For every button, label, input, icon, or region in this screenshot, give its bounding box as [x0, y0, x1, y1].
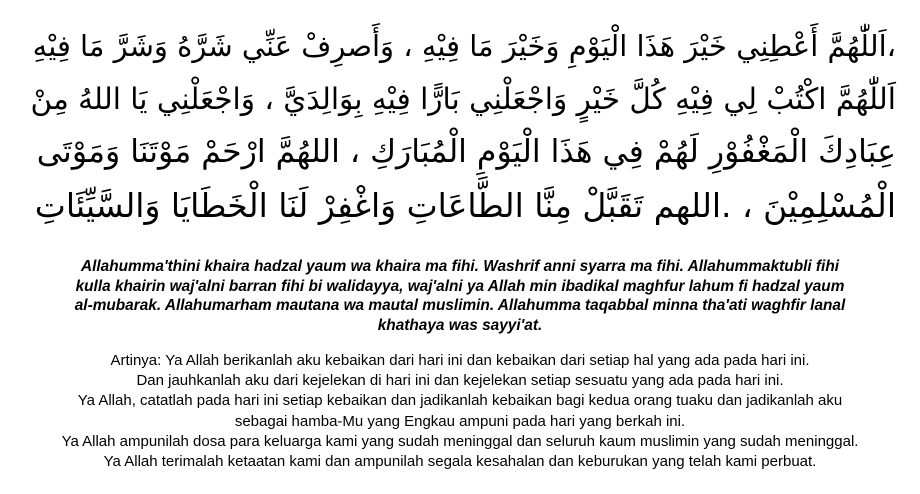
transliteration-paragraph	[14, 257, 906, 335]
translation-line-5: Ya Allah ampunilah dosa para keluarga kami yang sudah meninggal dan seluruh kaum muslimin yang sudah meninggal.	[61, 432, 859, 450]
translation-line-3: Ya Allah, catatlah pada hari ini setiap kebaikan dan jadikanlah kebaikan bagi kedua orang tuaku dan jadikanlah aku	[77, 392, 843, 410]
transliteration-line-4: khathaya was sayyi'at.	[377, 316, 543, 334]
translation-line-4: sebagai hamba-Mu yang Engkau ampuni pada hari yang berkah ini.	[234, 412, 686, 430]
transliteration-line-2: kulla khairin waj'alni barran fihi bi walidayya, waj'alni ya Allah min ibadikal maghfur lahum fi hadzal yaum	[75, 277, 845, 295]
transliteration-line-1: Allahumma'thini khaira hadzal yaum wa khaira ma fihi. Washrif anni syarra ma fihi. Allahummaktubli fihi	[81, 258, 839, 275]
arabic-line-2: اَللّٰهُمَّ اكْتُبْ لِي فِيْهِ كُلَّ خَيْرٍ وَاجْعَلْنِي بَارًّا فِيْهِ بِوَالِدَيَّ ، وَاجْعَلْنِي يَا اللهُ مِنْ	[30, 82, 896, 116]
translation-paragraph	[14, 351, 906, 472]
arabic-line-1: ،اَللّٰهُمَّ أَعْطِنِي خَيْرَ هَذَا الْيَوْمِ وَخَيْرَ مَا فِيْهِ ، وَأَصرِفْ عَنِّي شَرَّهُ وَشَرَّ مَا فِيْهِ	[32, 29, 896, 63]
translation-line-2: Dan jauhkanlah aku dari kejelekan di hari ini dan kejelekan setiap sesuatu yang ada pada hari ini.	[136, 372, 784, 390]
arabic-prayer-text	[30, 20, 896, 232]
transliteration-line-3: al-mubarak. Allahumarham mautana wa mautal muslimin. Allahumma taqabbal minna tha'ati waghfir lanal	[74, 297, 846, 315]
arabic-line-3: عِبَادِكَ الْمَغْفُوْرِ لَهُمْ فِي هَذَا الْيَوْمِ الْمُبَارَكِ ، اللهُمَّ ارْحَمْ مَوْتَنَا وَمَوْتَى	[36, 134, 896, 170]
translation-line-6: Ya Allah terimalah ketaatan kami dan ampunilah segala kesahalan dan keburukan yang telah kami perbuat.	[103, 453, 817, 471]
arabic-line-4: الْمُسْلِمِيْنَ ، .اللهم تَقَبَّلْ مِنَّا الطَّاعَاتِ وَاغْفِرْ لَنَا الْخَطَايَا وَالسَّيِّئَاتِ	[34, 186, 896, 225]
translation-line-1: Artinya: Ya Allah berikanlah aku kebaikan dari hari ini dan kebaikan dari setiap hal yang ada pada hari ini.	[110, 352, 810, 369]
